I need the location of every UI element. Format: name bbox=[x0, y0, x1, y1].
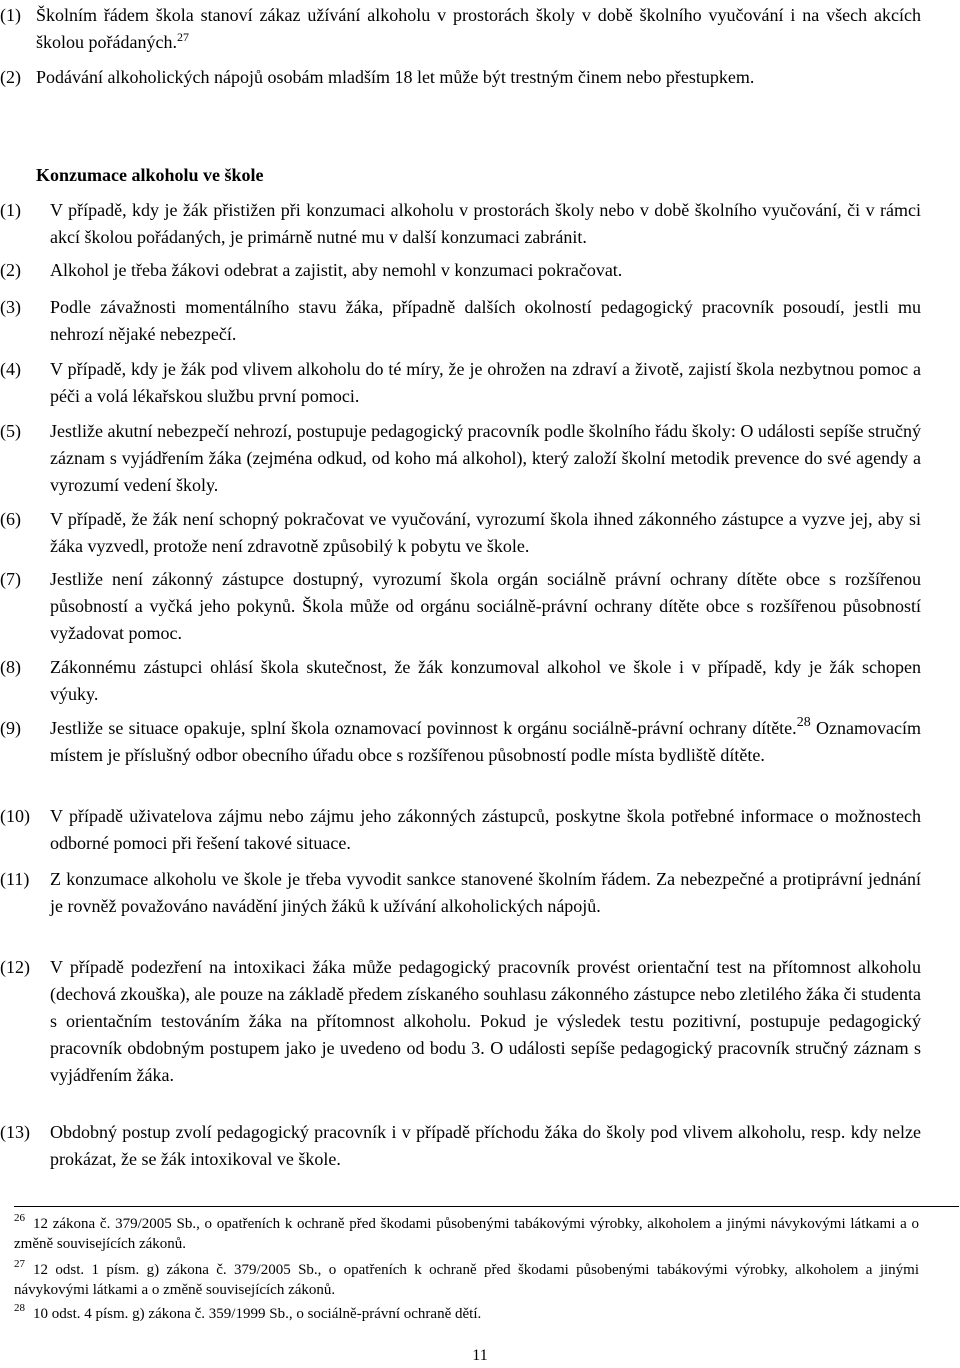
item-text: Alkohol je třeba žákovi odebrat a zajistit, aby nemohl v konzumaci pokračovat. bbox=[50, 260, 623, 280]
footnote-26 bbox=[14, 1214, 919, 1254]
item-text: V případě, kdy je žák přistižen při konzumaci alkoholu v prostorách školy nebo v době školního vyučování, či v rámci akcí školou pořádaných, je primárně nutné mu v další konzumaci zabránit. bbox=[50, 200, 921, 247]
list-item-2 bbox=[0, 257, 921, 284]
list-item-4 bbox=[0, 356, 921, 410]
section-heading: Konzumace alkoholu ve škole bbox=[36, 165, 264, 185]
item-text: V případě, že žák není schopný pokračovat ve vyučování, vyrozumí škola ihned zákonného zástupce a vyzve jej, aby si žáka vyzvedl, protože není zdravotně způsobilý k pobytu ve škole. bbox=[50, 509, 921, 556]
list-item-12 bbox=[0, 954, 921, 1089]
list-item-6 bbox=[0, 506, 921, 560]
footnote-ref-27[interactable]: 27 bbox=[176, 30, 189, 44]
item-number: (11) bbox=[0, 869, 30, 889]
item-number: (1) bbox=[0, 200, 21, 220]
item-text: Obdobný postup zvolí pedagogický pracovník i v případě příchodu žáka do školy pod vlivem alkoholu, resp. kdy nelze prokázat, že se žák intoxikoval ve škole. bbox=[50, 1122, 921, 1169]
list-item-7 bbox=[0, 566, 921, 647]
item-text: V případě, kdy je žák pod vlivem alkoholu do té míry, že je ohrožen na zdraví a životě, zajistí škola nezbytnou pomoc a péči a volá lékařskou službu první pomoci. bbox=[50, 359, 921, 406]
item-number: (5) bbox=[0, 421, 21, 441]
item-text: Zákonnému zástupci ohlásí škola skutečnost, že žák konzumoval alkohol ve škole i v případě, kdy je žák schopen výuky. bbox=[50, 657, 921, 704]
item-number: (1) bbox=[0, 5, 21, 25]
item-text: Podle závažnosti momentálního stavu žáka, případně dalších okolností pedagogický pracovník posoudí, jestli mu nehrozí nějaké nebezpečí. bbox=[50, 297, 921, 344]
item-text: Školním řádem škola stanoví zákaz užívání alkoholu v prostorách školy v době školního vyučování i na všech akcích školou pořádaných.$^{27}$ bbox=[36, 5, 921, 52]
top-item-1 bbox=[0, 2, 921, 56]
item-number: (9) bbox=[0, 718, 21, 738]
list-item-3 bbox=[0, 294, 921, 348]
item-number: (3) bbox=[0, 297, 21, 317]
item-text: V případě podezření na intoxikaci žáka může pedagogický pracovník provést orientační test na přítomnost alkoholu (dechová zkouška), ale pouze na základě předem získaného souhlasu zákonného zástupce nebo zletilého žáka či studenta s orientačním testováním žáka na přítomnost alkoholu. Pokud je výsledek testu pozitivní, postupuje pedagogický pracovník obdobným postupem jako je uvedeno od bodu 3. O události sepíše pedagogický pracovník stručný záznam s vyjádřením žáka. bbox=[50, 957, 921, 1085]
item-text: V případě uživatelova zájmu nebo zájmu jeho zákonných zástupců, poskytne škola potřebné informace o možnostech odborné pomoci při řešení takové situace. bbox=[50, 806, 921, 853]
list-item-5 bbox=[0, 418, 921, 499]
list-item-11 bbox=[0, 866, 921, 920]
item-text: Jestliže se situace opakuje, splní škola oznamovací povinnost k orgánu sociálně-právní ochrany dítěte.$^{28}$ Oznamovacím místem je příslušný odbor obecního úřadu obce s rozšířenou působností podle místa bydliště dítěte. bbox=[50, 715, 921, 765]
item-number: (7) bbox=[0, 569, 21, 589]
item-number: (12) bbox=[0, 957, 30, 977]
footnote-number: 27 bbox=[14, 1258, 25, 1270]
top-item-2 bbox=[0, 64, 921, 91]
footnote-number: 28 bbox=[14, 1302, 25, 1314]
item-number: (2) bbox=[0, 67, 21, 87]
footnote-text: 12 odst. 1 písm. g) zákona č. 379/2005 Sb., o opatřeních k ochraně před škodami působenými tabákovými výrobky, alkoholem a jinými návykovými látkami a o změně souvisejících zákonů. bbox=[14, 1262, 919, 1298]
footnote-text: 10 odst. 4 písm. g) zákona č. 359/1999 Sb., o sociálně-právní ochraně dětí. bbox=[33, 1306, 482, 1322]
footnote-28 bbox=[14, 1304, 919, 1324]
list-item-10 bbox=[0, 803, 921, 857]
list-item-8 bbox=[0, 654, 921, 708]
list-item-1 bbox=[0, 197, 921, 251]
footnote-ref-28[interactable]: 28 bbox=[796, 715, 811, 730]
item-number: (10) bbox=[0, 806, 30, 826]
item-text: Z konzumace alkoholu ve škole je třeba vyvodit sankce stanovené školním řádem. Za nebezpečné a protiprávní jednání je rovněž považováno navádění jiných žáků k užívání alkoholických nápojů. bbox=[50, 869, 921, 916]
item-number: (8) bbox=[0, 657, 21, 677]
item-text: Jestliže není zákonný zástupce dostupný, vyrozumí škola orgán sociálně právní ochrany dítěte obce s rozšířenou působností a vyčká jeho pokynů. Škola může od orgánu sociálně-právní ochrany dítěte obce s rozšířenou působností vyžadovat pomoc. bbox=[50, 569, 921, 643]
item-number: (13) bbox=[0, 1122, 30, 1142]
item-number: (4) bbox=[0, 359, 21, 379]
list-item-13 bbox=[0, 1119, 921, 1173]
footnote-text: 12 zákona č. 379/2005 Sb., o opatřeních k ochraně před škodami působenými tabákovými výrobky, alkoholem a jinými návykovými látkami a o změně souvisejících zákonů. bbox=[14, 1216, 919, 1252]
list-item-9 bbox=[0, 715, 921, 769]
item-number: (6) bbox=[0, 509, 21, 529]
item-number: (2) bbox=[0, 260, 21, 280]
footnote-separator bbox=[14, 1206, 959, 1207]
page-number: 11 bbox=[472, 1347, 488, 1364]
item-text: Jestliže akutní nebezpečí nehrozí, postupuje pedagogický pracovník podle školního řádu školy: O události sepíše stručný záznam s vyjádřením žáka (zejména odkud, od koho má alkohol), který založí školní metodik prevence do své agendy a vyrozumí vedení školy. bbox=[50, 421, 921, 495]
item-text: Podávání alkoholických nápojů osobám mladším 18 let může být trestným činem nebo přestupkem. bbox=[36, 67, 755, 87]
footnote-27 bbox=[14, 1260, 919, 1300]
footnote-number: 26 bbox=[14, 1212, 25, 1224]
